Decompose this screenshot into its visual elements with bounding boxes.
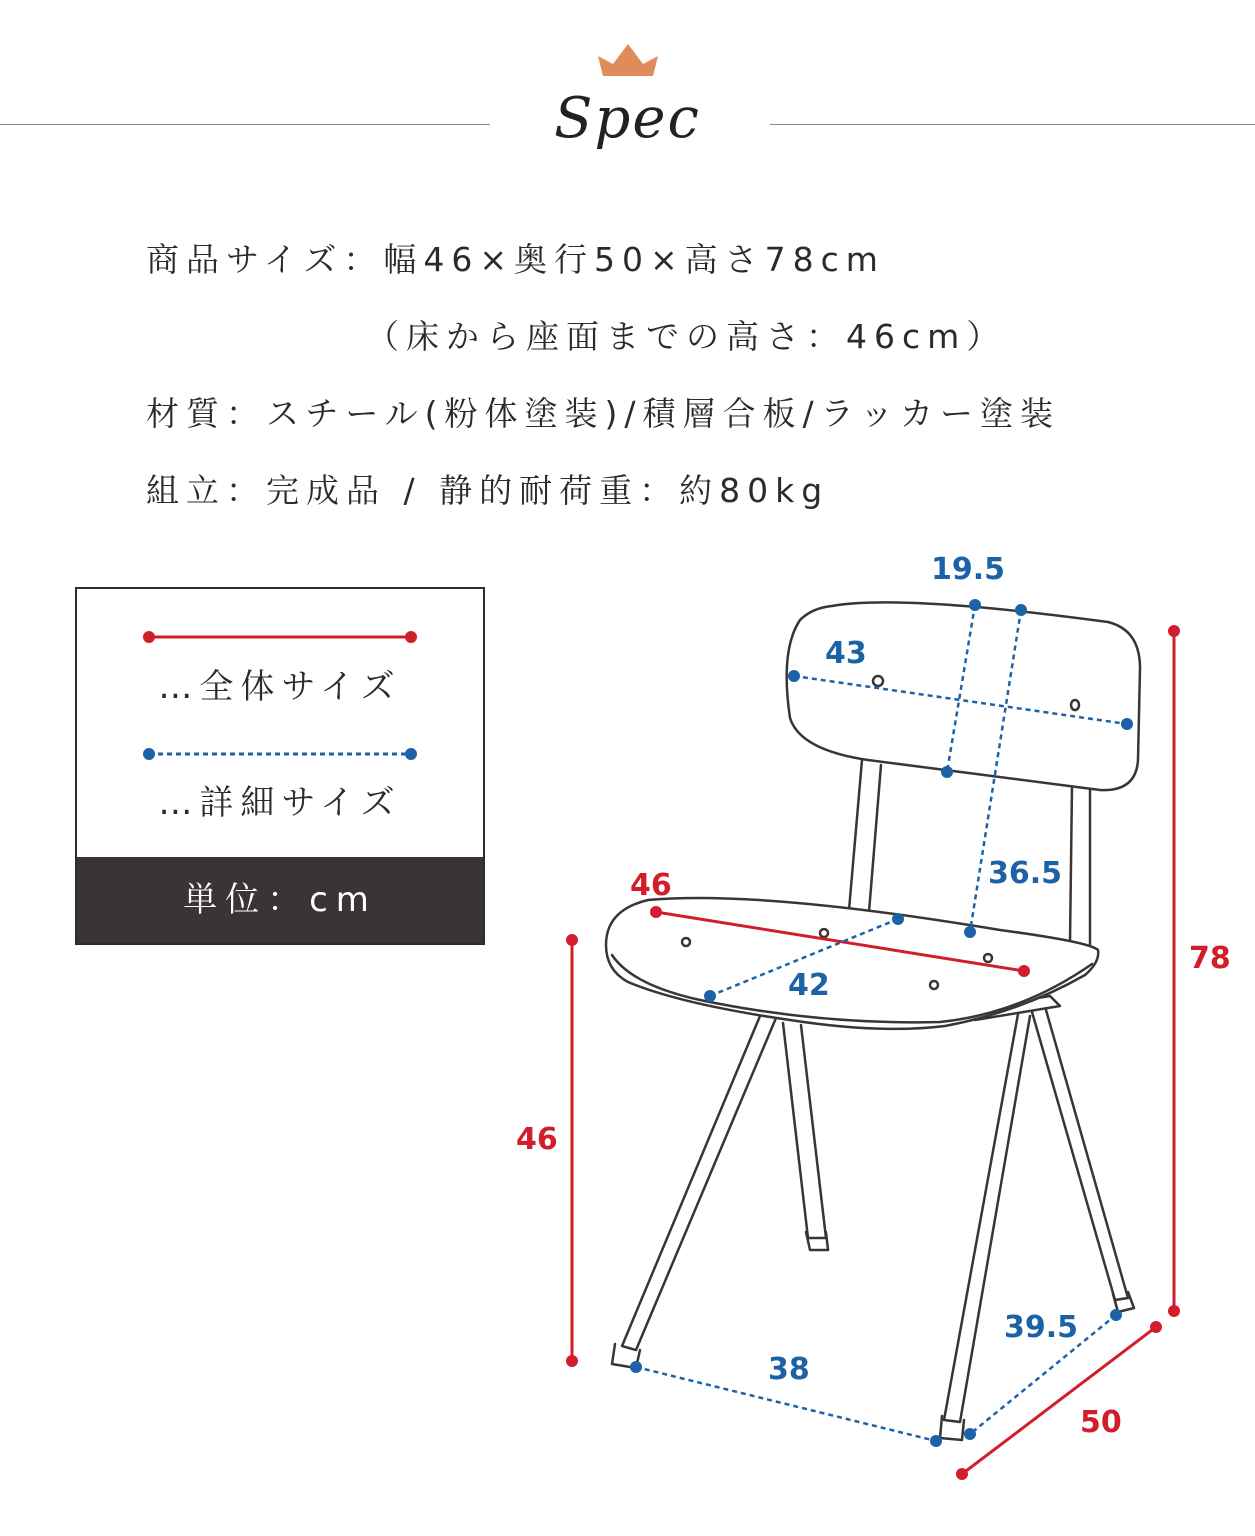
legend-detail-label: …詳細サイズ xyxy=(158,783,402,823)
legend-overall-label: …全体サイズ xyxy=(158,667,402,707)
page-title: Spec xyxy=(554,86,701,151)
dim-backrest-height: 19.5 xyxy=(931,552,1006,587)
spec-material: 材質：スチール(粉体塗装)/積層合板/ラッカー塗装 xyxy=(146,394,1061,433)
dim-leg-width: 38 xyxy=(768,1352,810,1387)
dim-total-depth: 50 xyxy=(1080,1405,1122,1440)
spec-seat-height: （床から座面までの高さ：46cm） xyxy=(366,317,1007,356)
dim-backrest-width: 43 xyxy=(825,636,867,671)
dim-leg-depth: 39.5 xyxy=(1004,1310,1079,1345)
spec-size: 商品サイズ：幅46×奥行50×高さ78cm xyxy=(146,240,885,279)
dim-seat-width: 46 xyxy=(630,868,672,903)
spec-assembly: 組立：完成品 / 静的耐荷重：約80kg xyxy=(146,471,830,510)
dim-seat-depth: 42 xyxy=(788,968,830,1003)
dim-seat-height: 46 xyxy=(516,1122,558,1157)
dim-back-to-seat: 36.5 xyxy=(988,856,1063,891)
unit-badge: 単位：cm xyxy=(77,857,483,943)
dim-total-height: 78 xyxy=(1189,941,1231,976)
